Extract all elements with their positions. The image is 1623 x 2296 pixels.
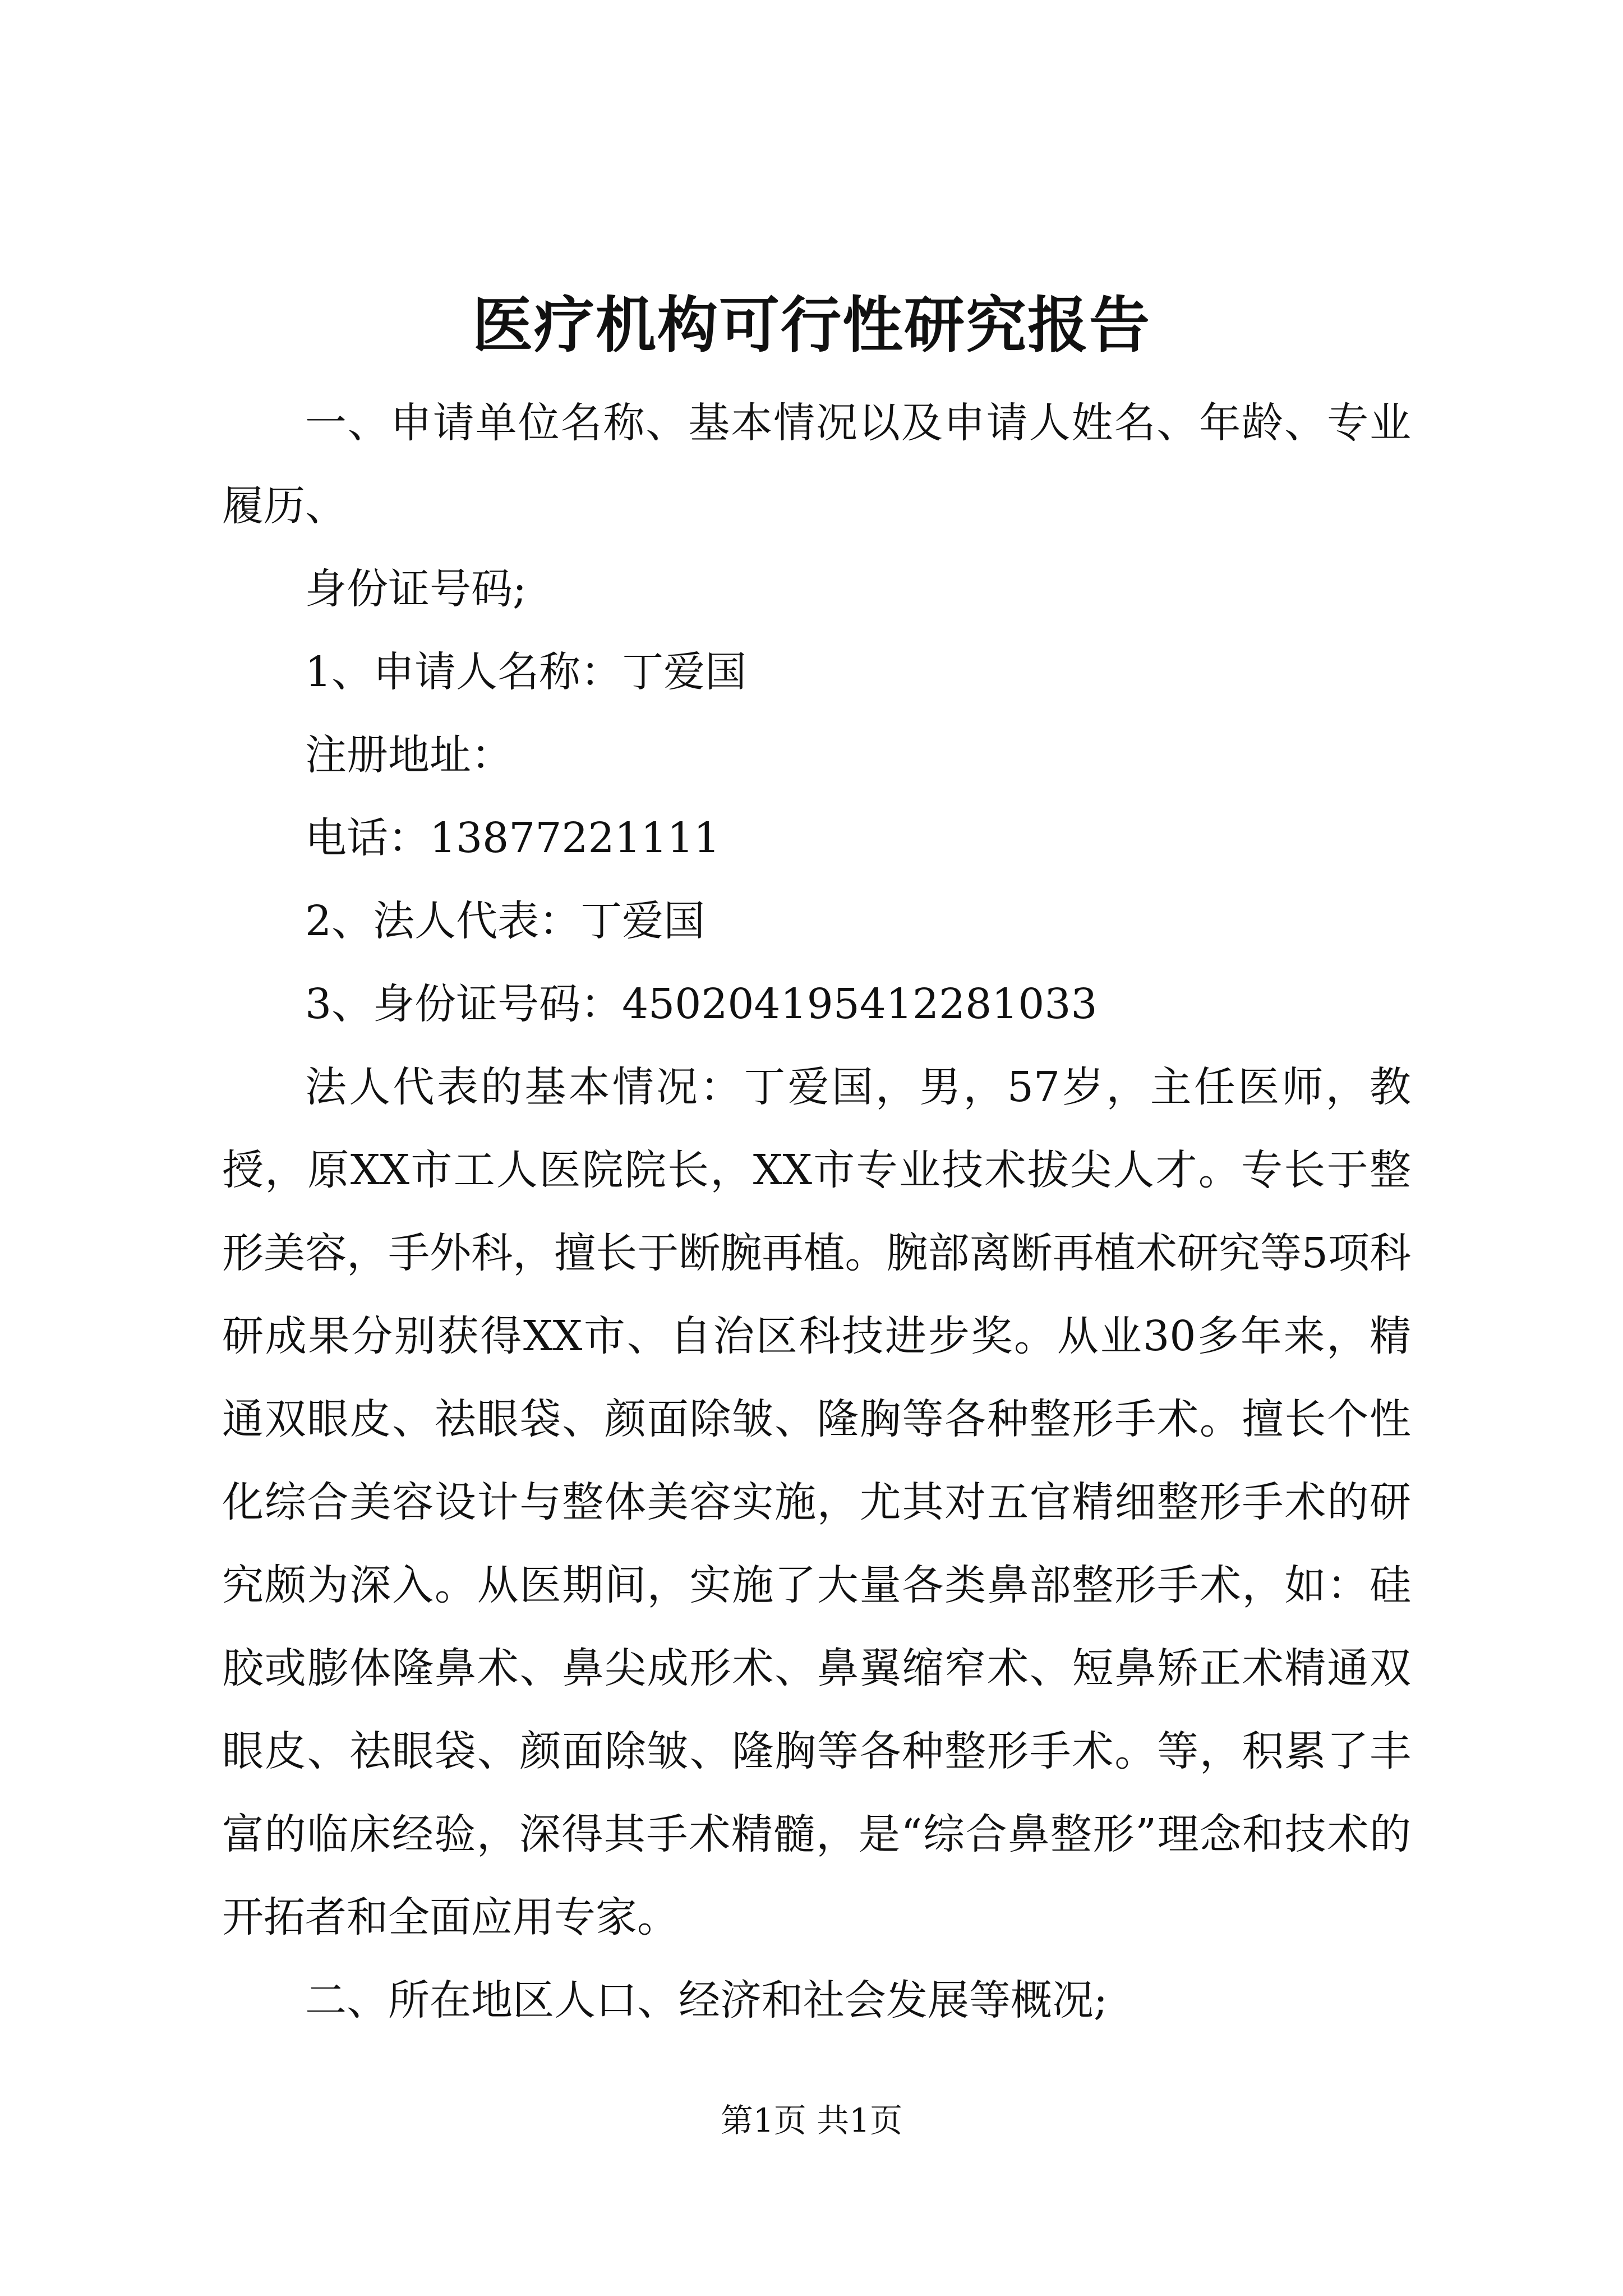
page-number-footer: 第1页 共1页: [720, 2101, 903, 2139]
paragraph-registered-address: 注册地址：: [305, 731, 513, 779]
paragraph-representative-profile: 法人代表的基本情况：丁爱国，男，57岁，主任医师，教授，原XX市工人医院院长，XX市专业技术拔尖人才。专长于整形美容，手外科，擅长于断腕再植。腕部离断再植术研究等5项科研成果分别获得XX市、自治区科技进步奖。从业30多年来，精通双眼皮、祛眼袋、颜面除皱、隆胸等各种整形手术。擅长个性化综合美容设计与整体美容实施，尤其对五官精细整形手术的研究颇为深入。从医期间，实施了大量各类鼻部整形手术，如：硅胶或膨体隆鼻术、鼻尖成形术、鼻翼缩窄术、短鼻矫正术精通双眼皮、祛眼袋、颜面除皱、隆胸等各种整形手术。等，积累了丰富的临床经验，深得其手术精髓，是“综合鼻整形”理念和技术的开拓者和全面应用专家。: [222, 1063, 1411, 1941]
document-body: [222, 381, 1411, 2042]
paragraph-id-number-heading: 身份证号码;: [305, 565, 527, 613]
document-title: 医疗机构可行性研究报告: [472, 290, 1151, 361]
paragraph-applicant-name: 1、申请人名称：丁爱国: [305, 648, 747, 696]
paragraph-phone: 电话：13877221111: [305, 814, 720, 862]
paragraph-id-number: 3、身份证号码：450204195412281033: [305, 980, 1098, 1028]
paragraph-section-1-heading: 一、申请单位名称、基本情况以及申请人姓名、年龄、专业履历、: [222, 399, 1411, 530]
paragraph-section-2-heading: 二、所在地区人口、经济和社会发展等概况;: [305, 1976, 1108, 2024]
paragraph-legal-representative: 2、法人代表：丁爱国: [305, 897, 706, 945]
